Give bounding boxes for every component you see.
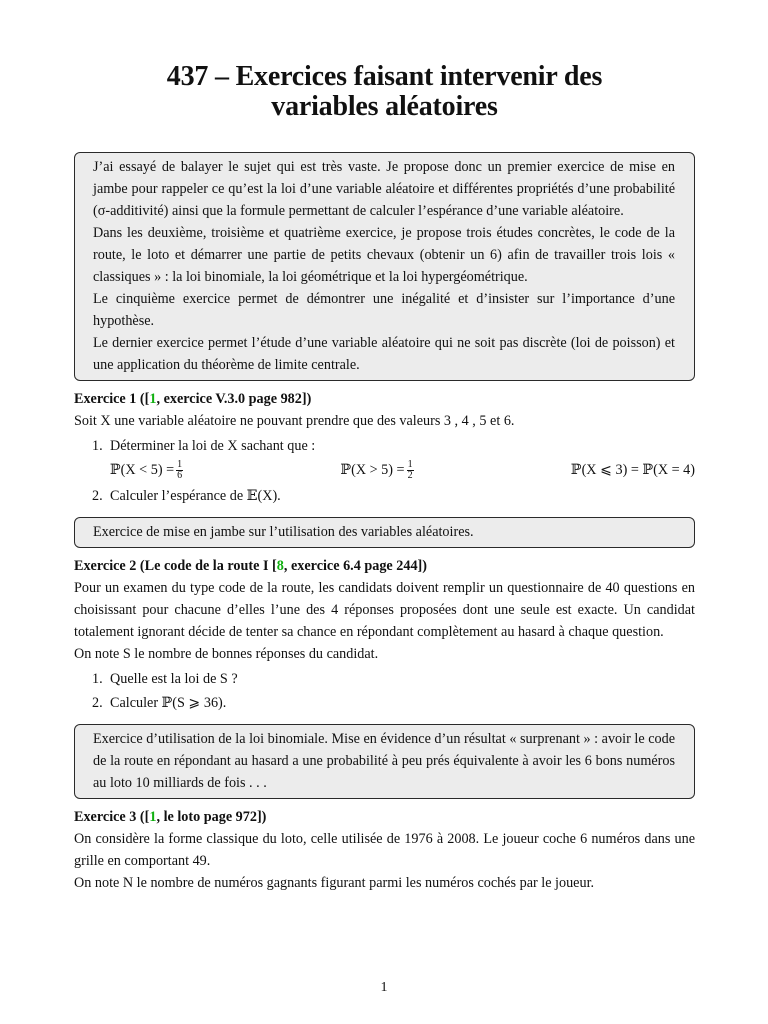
intro-paragraph-3: Le cinquième exercice permet de démontrer une inégalité et d’insister sur l’importance d’une hypothèse. — [93, 291, 675, 329]
condition-1: ℙ(X < 5) = $\frac{1}{6}$ — [110, 459, 183, 482]
list-item: 2. Calculer l’espérance de 𝔼(X). — [92, 488, 281, 505]
citation-link[interactable]: 8 — [276, 558, 284, 575]
intro-paragraph-1: J’ai essayé de balayer le sujet qui est très vaste. Je propose donc un premier exercice de mise en jambe pour rappeler ce qu’est la loi d’une variable aléatoire et différentes propriétés d’une probabilité (σ-additivité) ainsi que la formule permettant de calculer l’espérance d’une variable aléatoire. — [93, 159, 675, 219]
exercise-1-questions-2 — [74, 485, 695, 507]
intro-paragraph-4: Le dernier exercice permet l’étude d’une variable aléatoire qui ne soit pas discrète (loi de poisson) et une application du théorème de limite centrale. — [93, 335, 675, 373]
exercise-2-comment-box: Exercice d’utilisation de la loi binomiale. Mise en évidence d’un résultat « surprenant » : avoir le code de la route en répondant au hasard a une probabilité à peu prés équivalente à avoir les 6 bons numéros au loto 10 milliards de fois . . . — [74, 724, 695, 799]
list-item: 1. Quelle est la loi de S ? — [92, 671, 238, 688]
exercise-2-questions — [74, 668, 695, 714]
exercise-3-paragraph-2: On note N le nombre de numéros gagnants figurant parmi les numéros cochés par le joueur. — [74, 875, 595, 892]
exercise-1-title: Exercice 1 ([1, exercice V.3.0 page 982]) — [74, 391, 312, 407]
citation-link[interactable]: 1 — [149, 391, 157, 407]
exercise-2-paragraph-1: Pour un examen du type code de la route, les candidats doivent remplir un questionnaire de 40 questions en choisissant pour chacune d’elles l’une des 4 réponses proposées dont une seule est exacte. Un candidat totalement ignorant décide de tenter sa chance en répondant complètement au hasard à chaque question. — [74, 580, 695, 641]
page-number: 1 — [380, 980, 388, 995]
condition-2: ℙ(X > 5) = $\frac{1}{2}$ — [340, 459, 413, 482]
list-item: 1. Déterminer la loi de X sachant que : — [92, 438, 316, 454]
exercise-1-questions — [74, 435, 695, 457]
probability-conditions — [74, 459, 695, 481]
list-item: 2. Calculer ℙ(S ⩾ 36). — [92, 695, 227, 712]
document-page — [74, 62, 695, 894]
exercise-1-statement: Soit X une variable aléatoire ne pouvant prendre que des valeurs 3 , 4 , 5 et 6. — [74, 413, 515, 429]
condition-3: ℙ(X ⩽ 3) = ℙ(X = 4) — [570, 462, 695, 478]
title-line-2: variables aléatoires — [271, 91, 498, 122]
exercise-3-title: Exercice 3 ([1, le loto page 972]) — [74, 809, 267, 826]
page-title — [74, 62, 695, 122]
citation-link[interactable]: 1 — [149, 809, 157, 826]
intro-box — [74, 152, 695, 381]
exercise-3-paragraph-1: On considère la forme classique du loto, celle utilisée de 1976 à 2008. Le joueur coche 6 numéros dans une grille en comportant 49. — [74, 831, 695, 870]
exercise-2-paragraph-2: On note S le nombre de bonnes réponses du candidat. — [74, 646, 379, 663]
title-line-1: 437 – Exercices faisant intervenir des — [166, 61, 603, 92]
exercise-2-title: Exercice 2 (Le code de la route I [8, exercice 6.4 page 244]) — [74, 558, 428, 575]
exercise-1-comment-box: Exercice de mise en jambe sur l’utilisation des variables aléatoires. — [74, 517, 695, 548]
intro-paragraph-2: Dans les deuxième, troisième et quatrième exercice, je propose trois études concrètes, le code de la route, le loto et démarrer une partie de petits chevaux (obtenir un 6) afin de travailler trois lois « classiques » : la loi binomiale, la loi géométrique et la loi hypergéométrique. — [93, 225, 675, 285]
